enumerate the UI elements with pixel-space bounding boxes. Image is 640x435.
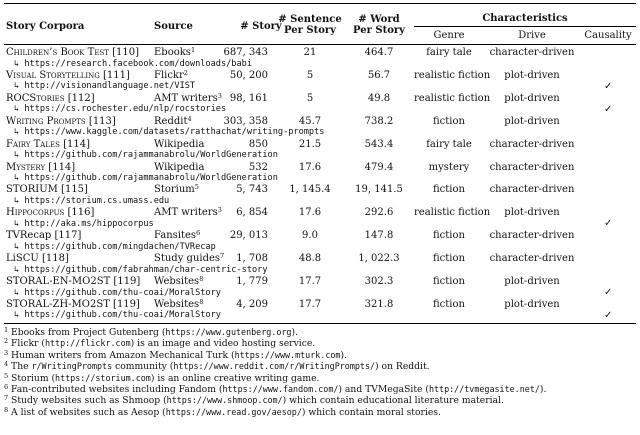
drive-cell: character-driven xyxy=(489,230,575,242)
corpus-name xyxy=(6,93,95,105)
footnote-number: 7 xyxy=(4,394,9,403)
header-characteristics: Characteristics xyxy=(482,13,568,24)
sentence-per-story-cell: 17.6 xyxy=(298,207,322,219)
header-story-count: # Story xyxy=(240,21,282,32)
footnote-url[interactable]: http://flickr.com xyxy=(44,338,131,349)
genre-cell: realistic fiction xyxy=(414,69,491,81)
dataset-url-link[interactable]: ↳ http://aka.ms/hippocorpus xyxy=(14,218,154,229)
corpus-title: Mystery xyxy=(6,161,46,173)
story-count-cell: 4, 209 xyxy=(236,298,268,310)
footnote-text: community ( xyxy=(112,361,174,373)
footnote-text: Study websites such as Shmoop ( xyxy=(8,395,167,407)
footnote-6 xyxy=(4,384,546,395)
drive-cell: plot-driven xyxy=(504,276,560,287)
corpus-name xyxy=(6,230,81,242)
genre-cell: fiction xyxy=(433,253,465,265)
drive-cell: plot-driven xyxy=(504,207,560,219)
sentence-per-story-cell: 48.8 xyxy=(298,253,322,265)
header-sentence-line1: # Sentence xyxy=(278,14,342,25)
story-count-cell: 687, 343 xyxy=(223,47,268,58)
sentence-per-story-cell: 17.7 xyxy=(298,298,322,310)
corpus-title: STORAL-EN-MO2ST xyxy=(6,276,111,287)
dataset-url-link[interactable]: ↳ https://github.com/thu-coai/MoralStory xyxy=(14,287,221,298)
corpus-title: Writing Prompts xyxy=(6,115,86,127)
dataset-url-link[interactable]: ↳ http://visionandlanguage.net/VIST xyxy=(14,81,196,92)
story-count-cell: 1, 708 xyxy=(236,253,268,265)
genre-cell: fiction xyxy=(433,184,465,196)
footnote-url[interactable]: https://www.reddit.com/r/WritingPrompts/ xyxy=(173,361,376,372)
corpus-name xyxy=(6,276,140,288)
footnote-3 xyxy=(4,350,347,361)
header-word-line2: Per Story xyxy=(353,25,405,36)
footnote-text: A list of websites such as Aesop ( xyxy=(8,406,166,418)
dataset-url-link[interactable]: ↳ https://research.facebook.com/downloads/babi xyxy=(14,58,252,69)
source-cell: Wikipedia xyxy=(154,138,205,150)
source-cell: Study guides$^7$ xyxy=(154,252,225,265)
footnote-text: ). xyxy=(340,349,347,361)
footnote-text: ). xyxy=(539,384,547,395)
footnote-number: 1 xyxy=(4,326,9,334)
corpus-citation: [112] xyxy=(64,92,95,104)
genre-cell: realistic fiction xyxy=(414,207,491,219)
corpus-name xyxy=(6,139,90,151)
corpus-name xyxy=(6,207,94,219)
source-cell: Flickr$^2$ xyxy=(154,68,188,81)
footnote-marker: 1 xyxy=(190,46,196,54)
word-per-story-cell: 292.6 xyxy=(364,207,394,219)
footnote-8 xyxy=(4,407,441,418)
footnote-marker: 3 xyxy=(217,91,222,100)
story-count-cell: 50, 200 xyxy=(229,69,268,81)
source-cell: Storium$^5$ xyxy=(154,183,199,196)
footnote-text: ) which contain educational literature material. xyxy=(282,395,504,407)
footnote-url[interactable]: https://www.read.gov/aesop/ xyxy=(165,406,302,417)
footnote-number: 2 xyxy=(4,337,9,346)
footnote-url[interactable]: https://www.gutenberg.org xyxy=(165,327,292,337)
footnote-4 xyxy=(4,361,430,372)
corpus-citation: [115] xyxy=(57,184,88,196)
footnote-number: 4 xyxy=(4,360,9,369)
dataset-url-link[interactable]: ↳ https://github.com/mingdachen/TVRecap xyxy=(14,241,216,252)
header-sentence-line2: Per Story xyxy=(284,25,336,36)
footnote-url[interactable]: r/WritingPrompts xyxy=(31,361,113,372)
story-count-cell: 5, 743 xyxy=(236,184,268,196)
corpus-name xyxy=(6,47,139,59)
sentence-per-story-cell: 9.0 xyxy=(302,230,318,242)
dataset-url-link[interactable]: ↳ https://storium.cs.umass.edu xyxy=(14,195,170,206)
story-count-cell: 29, 013 xyxy=(229,230,268,242)
corpus-title: Fairy Tales xyxy=(6,138,60,150)
dataset-url-link[interactable]: ↳ https://github.com/rajammanabrolu/WorldGeneration xyxy=(14,173,278,183)
drive-cell: plot-driven xyxy=(504,69,560,81)
story-count-cell: 303, 358 xyxy=(223,115,268,127)
footnote-marker: 3 xyxy=(217,206,222,215)
footnote-url[interactable]: https://storium.com xyxy=(55,372,151,383)
dataset-url-link[interactable]: ↳ https://github.com/fabrahman/char-centric-story xyxy=(14,264,268,275)
story-count-cell: 1, 779 xyxy=(236,276,268,287)
causality-check-icon: ✓ xyxy=(604,80,613,92)
footnote-number: 3 xyxy=(4,348,9,357)
drive-cell: character-driven xyxy=(489,47,575,58)
sentence-per-story-cell: 21.5 xyxy=(298,138,322,150)
causality-check-icon: ✓ xyxy=(604,218,613,230)
source-cell: Wikipedia xyxy=(154,161,205,173)
sentence-per-story-cell: 17.7 xyxy=(298,276,322,287)
sentence-per-story-cell: 5 xyxy=(306,69,314,81)
causality-check-icon: ✓ xyxy=(604,287,613,298)
header-rule xyxy=(4,44,636,45)
corpus-name xyxy=(6,184,88,196)
source-cell: Fansites$^6$ xyxy=(154,229,201,242)
dataset-url-link[interactable]: ↳ https://github.com/rajammanabrolu/WorldGeneration xyxy=(14,150,278,161)
corpus-citation: [110] xyxy=(108,47,139,58)
word-per-story-cell: 543.4 xyxy=(364,138,394,150)
footnote-marker: 8 xyxy=(199,297,204,306)
footnote-number: 6 xyxy=(4,383,9,391)
word-per-story-cell: 738.2 xyxy=(364,115,394,127)
corpus-title: ROCStories xyxy=(6,92,65,104)
header-source: Source xyxy=(154,21,193,32)
word-per-story-cell: 302.3 xyxy=(364,276,394,287)
footnote-marker: 7 xyxy=(220,252,225,261)
header-genre: Genre xyxy=(433,30,465,41)
footnote-url[interactable]: http://tvmegasite.net/ xyxy=(428,384,540,394)
dataset-url-link[interactable]: ↳ https://www.kaggle.com/datasets/ratthachat/writing-prompts xyxy=(14,127,325,138)
story-count-cell: 532 xyxy=(248,161,268,173)
sentence-per-story-cell: 45.7 xyxy=(298,115,322,127)
footnote-text: The xyxy=(8,361,32,373)
story-count-cell: 98, 161 xyxy=(229,92,268,104)
word-per-story-cell: 321.8 xyxy=(364,298,394,310)
footnote-url[interactable]: https://www.mturk.com xyxy=(234,349,341,360)
sentence-per-story-cell: 1, 145.4 xyxy=(289,184,331,196)
top-rule xyxy=(4,3,636,4)
corpus-title: Hippocorpus xyxy=(6,207,65,219)
drive-cell: plot-driven xyxy=(504,92,560,104)
corpus-citation: [111] xyxy=(99,69,130,81)
footnote-text: Flickr ( xyxy=(8,338,45,350)
source-cell: AMT writers$^3$ xyxy=(154,91,222,104)
footnote-marker: 2 xyxy=(183,68,188,77)
footnote-marker: 4 xyxy=(187,114,192,123)
footnote-marker: 8 xyxy=(199,275,204,283)
corpus-title: Visual Storytelling xyxy=(6,69,100,81)
footnote-2 xyxy=(4,338,315,349)
footnote-url[interactable]: https://www.fandom.com/ xyxy=(222,384,339,394)
drive-cell: plot-driven xyxy=(504,298,560,310)
word-per-story-cell: 479.4 xyxy=(364,161,394,173)
footnote-text: Storium ( xyxy=(8,372,56,384)
footnote-text: ) is an online creative writing game. xyxy=(150,372,320,384)
word-per-story-cell: 56.7 xyxy=(367,69,391,81)
genre-cell: realistic fiction xyxy=(414,92,491,104)
drive-cell: plot-driven xyxy=(504,115,560,127)
header-causality: Causality xyxy=(584,30,632,41)
corpus-title: STORAL-ZH-MO2ST xyxy=(6,298,110,310)
word-per-story-cell: 464.7 xyxy=(364,47,394,58)
genre-cell: fairy tale xyxy=(426,138,472,150)
footnote-text: ). xyxy=(291,327,298,338)
genre-cell: fiction xyxy=(433,276,465,287)
drive-cell: character-driven xyxy=(489,161,575,173)
causality-check-icon: ✓ xyxy=(604,309,613,321)
corpus-citation: [117] xyxy=(51,230,82,242)
footnote-text: Fan-contributed websites including Fandom ( xyxy=(8,384,223,395)
corpus-citation: [118] xyxy=(38,253,69,265)
corpus-citation: [119] xyxy=(110,276,141,287)
footnote-url[interactable]: https://www.shmoop.com/ xyxy=(166,395,283,406)
corpus-name xyxy=(6,253,69,265)
source-cell: Websites$^8$ xyxy=(154,275,204,287)
dataset-url-link[interactable]: ↳ https://github.com/thu-coai/MoralStory xyxy=(14,310,221,321)
sentence-per-story-cell: 17.6 xyxy=(298,161,322,173)
characteristics-rule xyxy=(414,26,636,27)
corpus-name xyxy=(6,299,140,311)
source-cell: Reddit$^4$ xyxy=(154,114,192,127)
header-story-corpora: Story Corpora xyxy=(6,21,85,32)
corpus-citation: [114] xyxy=(45,161,76,173)
word-per-story-cell: 19, 141.5 xyxy=(355,184,403,196)
footnote-text: ) and TVMegaSite ( xyxy=(338,384,429,395)
footnote-text: ) which contain moral stories. xyxy=(301,406,441,418)
header-word-line1: # Word xyxy=(358,14,400,25)
corpus-name xyxy=(6,162,75,174)
drive-cell: character-driven xyxy=(489,184,575,196)
corpus-citation: [114] xyxy=(59,138,90,150)
corpus-citation: [119] xyxy=(109,298,140,310)
corpus-title: TVRecap xyxy=(6,230,52,242)
bottom-rule xyxy=(4,323,636,324)
genre-cell: mystery xyxy=(428,161,470,173)
corpus-title: Children’s Book Test xyxy=(6,47,109,58)
genre-cell: fiction xyxy=(433,115,465,127)
drive-cell: character-driven xyxy=(489,253,575,265)
footnote-7 xyxy=(4,395,504,406)
source-cell: Ebooks$^1$ xyxy=(154,46,196,58)
footnote-number: 5 xyxy=(4,371,9,380)
word-per-story-cell: 49.8 xyxy=(367,92,391,104)
footnote-text: Human writers from Amazon Mechanical Turk ( xyxy=(8,349,235,361)
corpus-name xyxy=(6,70,130,82)
header-drive: Drive xyxy=(518,30,546,41)
source-cell: Websites$^8$ xyxy=(154,297,204,310)
story-count-cell: 6, 854 xyxy=(236,207,268,219)
causality-check-icon: ✓ xyxy=(604,103,613,115)
word-per-story-cell: 147.8 xyxy=(364,230,394,242)
sentence-per-story-cell: 21 xyxy=(303,47,317,58)
footnote-marker: 6 xyxy=(196,229,201,238)
story-count-cell: 850 xyxy=(248,138,268,150)
genre-cell: fiction xyxy=(433,230,465,242)
dataset-url-link[interactable]: ↳ https://cs.rochester.edu/nlp/rocstories xyxy=(14,104,227,115)
footnote-text: ) is an image and video hosting service. xyxy=(130,338,316,350)
corpus-name xyxy=(6,116,116,128)
corpus-citation: [116] xyxy=(64,207,95,219)
footnote-text: Ebooks from Project Gutenberg ( xyxy=(8,327,166,338)
source-cell: AMT writers$^3$ xyxy=(154,206,222,219)
footnote-5 xyxy=(4,373,319,384)
footnote-marker: 5 xyxy=(194,183,199,192)
genre-cell: fiction xyxy=(433,298,465,310)
genre-cell: fairy tale xyxy=(426,47,472,58)
corpus-citation: [113] xyxy=(85,115,116,127)
footnote-number: 8 xyxy=(4,405,9,414)
sentence-per-story-cell: 5 xyxy=(306,92,314,104)
word-per-story-cell: 1, 022.3 xyxy=(358,253,400,265)
drive-cell: character-driven xyxy=(489,138,575,150)
corpus-title: LiSCU xyxy=(6,253,39,265)
footnote-text: ) on Reddit. xyxy=(375,361,430,373)
corpus-title: STORIUM xyxy=(6,184,58,196)
footnote-1 xyxy=(4,327,298,338)
